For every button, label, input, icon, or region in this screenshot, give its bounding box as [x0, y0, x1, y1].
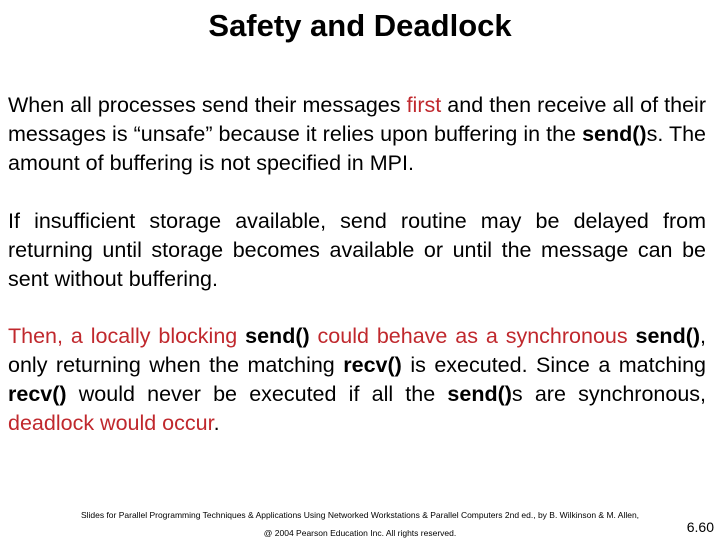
slide-number: 6.60 [686, 519, 714, 535]
code-send: send() [245, 324, 310, 348]
paragraph-text: and then receive all of their messages is “unsafe” because it relies upon buffering in the [8, 93, 706, 146]
footer-citation: Slides for Parallel Programming Techniques & Applications Using Networked Workstations & Parallel Computers 2nd ed., by B. Wilkinson & M. Allen, [80, 510, 640, 520]
code-send: send() [635, 324, 701, 348]
paragraph-text: could behave as a synchronous [309, 324, 636, 348]
paragraph-insufficient-storage: If insufficient storage available, send routine may be delayed from returning until storage becomes available or until the message can be sent without buffering. [8, 209, 706, 291]
highlight-first: first [406, 93, 442, 117]
paragraph-text: s are synchronous, [511, 382, 706, 406]
paragraph-deadlock [8, 322, 706, 438]
paragraph-text: When all processes send their messages [8, 93, 407, 117]
paragraph-text: . [213, 411, 220, 435]
paragraph-text: , only returning when the matching [8, 324, 706, 377]
code-send: send() [582, 122, 647, 146]
code-recv: recv() [8, 382, 67, 406]
slide-title: Safety and Deadlock [208, 8, 512, 43]
footer-copyright: @ 2004 Pearson Education Inc. All rights reserved. [263, 528, 457, 538]
paragraph-unsafe-send [8, 91, 706, 178]
paragraph-text: is executed. Since a matching [401, 353, 706, 377]
paragraph-text: Then, a locally blocking [8, 324, 246, 348]
highlight-deadlock: deadlock would occur [8, 411, 214, 435]
code-recv: recv() [343, 353, 402, 377]
paragraph-text: would never be executed if all the [66, 382, 448, 406]
code-send: send() [447, 382, 512, 406]
paragraph-text: s. The amount of buffering is not specified in MPI. [8, 122, 706, 175]
